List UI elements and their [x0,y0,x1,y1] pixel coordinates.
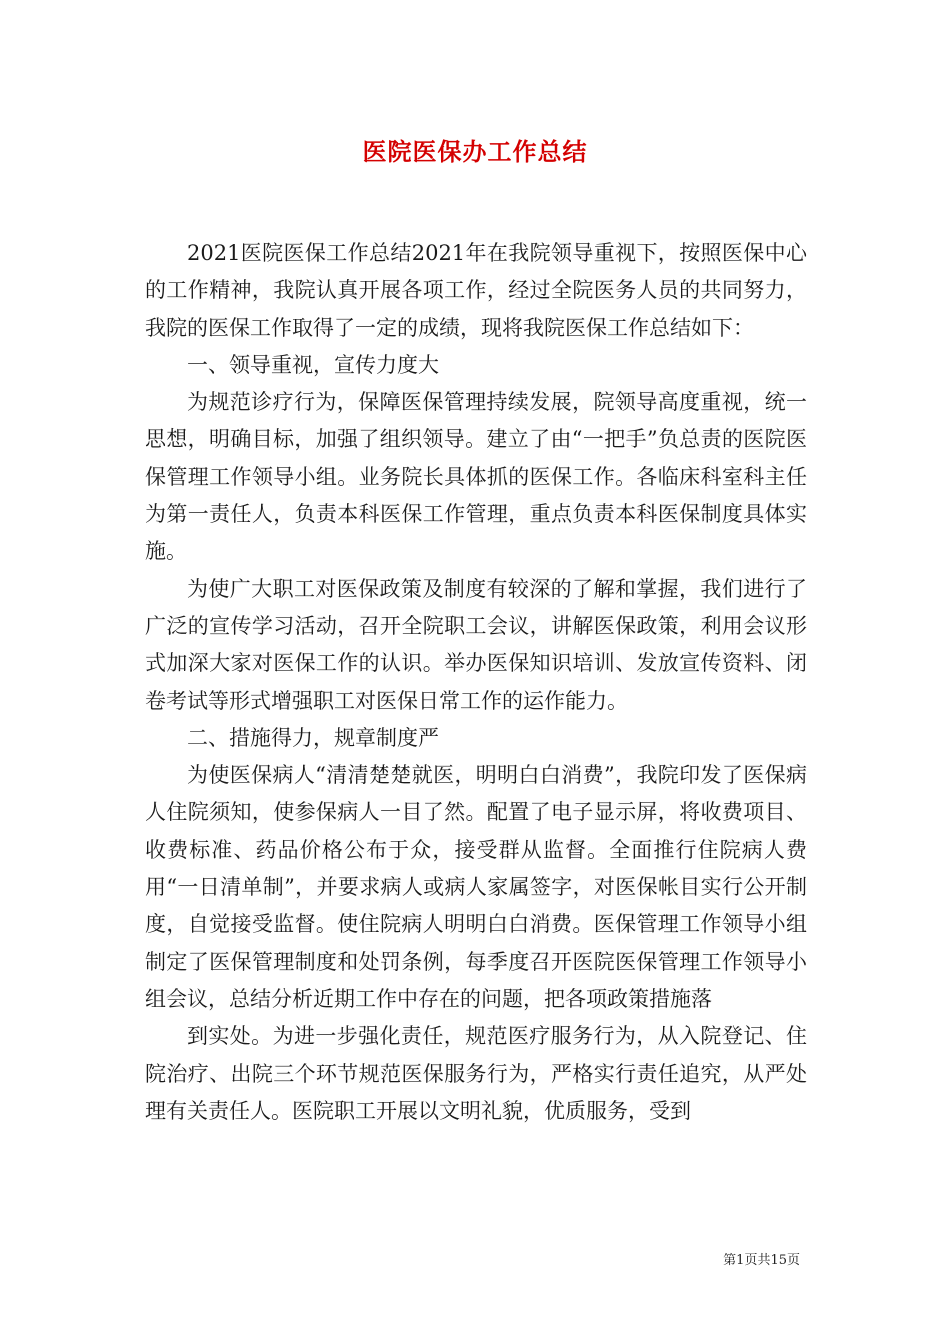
paragraph: 到实处。为进一步强化责任，规范医疗服务行为，从入院登记、住院治疗、出院三个环节规范医保服务行为，严格实行责任追究，从严处理有关责任人。医院职工开展以文明礼貌，优质服务，受到 [145,1024,807,1123]
section-heading: 二、措施得力，规章制度严 [187,725,439,750]
paragraph: 为规范诊疗行为，保障医保管理持续发展，院领导高度重视，统一思想，明确目标，加强了组织领导。建立了由“一把手”负总责的医院医保管理工作领导小组。业务院长具体抓的医保工作。各临床科室科主任为第一责任人，负责本科医保工作管理，重点负责本科医保制度具体实施。 [145,390,807,564]
paragraph: 为使医保病人“清清楚楚就医，明明白白消费”，我院印发了医保病人住院须知，使参保病人一目了然。配置了电子显示屏，将收费项目、收费标准、药品价格公布于众，接受群从监督。全面推行住院病人费用“一日清单制”，并要求病人或病人家属签字，对医保帐目实行公开制度，自觉接受监督。使住院病人明明白白消费。医保管理工作领导小组制定了医保管理制度和处罚条例，每季度召开医院医保管理工作领导小组会议，总结分析近期工作中存在的问题，把各项政策措施落 [145,763,807,1011]
document-title: 医院医保办工作总结 [362,137,588,166]
paragraph: 2021医院医保工作总结2021年在我院领导重视下，按照医保中心的工作精神，我院认真开展各项工作，经过全院医务人员的共同努力，我院的医保工作取得了一定的成绩，现将我院医保工作总结如下： [145,241,807,340]
page-number: 第1页共15页 [723,1253,800,1268]
document-body [145,235,807,1130]
paragraph: 为使广大职工对医保政策及制度有较深的了解和掌握，我们进行了广泛的宣传学习活动，召开全院职工会议，讲解医保政策，利用会议形式加深大家对医保工作的认识。举办医保知识培训、发放宣传资料、闭卷考试等形式增强职工对医保日常工作的运作能力。 [145,576,807,713]
section-heading: 一、领导重视，宣传力度大 [187,352,439,377]
